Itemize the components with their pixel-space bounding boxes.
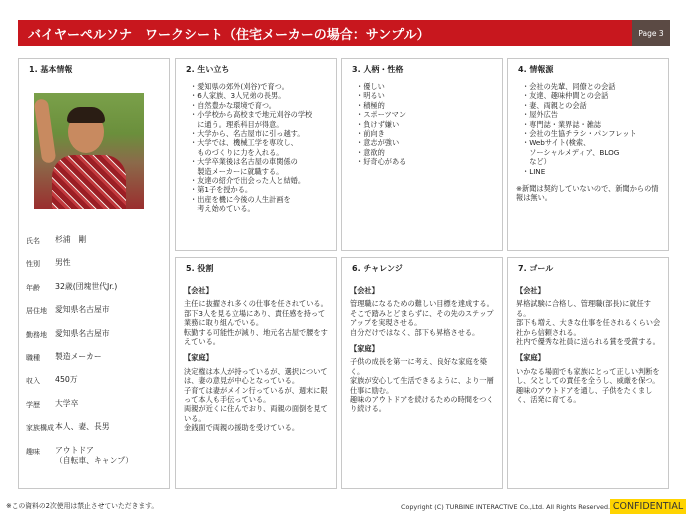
profile-label: 収入 [26, 377, 40, 386]
list-item: ・自然豊かな環境で育つ。 [190, 100, 276, 110]
home-tag: 【家庭】 [350, 344, 379, 354]
company-tag: 【会社】 [350, 286, 379, 295]
challenge-card [341, 257, 503, 489]
profile-label: 年齢 [26, 283, 40, 292]
list-item: ・大学では、機械工学を専攻し、 [190, 138, 298, 148]
list-item: に通う。理系科目が得意。 [190, 119, 284, 129]
profile-label: 勤務地 [26, 330, 47, 339]
profile-value: 男性 [55, 258, 71, 268]
profile-row-name [19, 233, 169, 256]
photo-hair [67, 107, 105, 123]
profile-label: 職種 [26, 353, 40, 362]
list-item: ・優しい [356, 82, 385, 91]
copyright: Copyright (C) TURBINE INTERACTIVE Co.,Ltd. All Rights Reserved. [401, 503, 611, 511]
profile-row-occupation [19, 350, 169, 373]
list-item: ・屋外広告 [522, 110, 558, 120]
profile-value: 杉浦 剛 [55, 235, 87, 244]
profile-value: 本人、妻、長男 [55, 422, 110, 432]
role-heading: 5. 役割 [186, 264, 214, 273]
profile-table [19, 233, 169, 474]
list-item: ・小学校から高校まで地元刈谷の学校 [190, 110, 313, 120]
info-source-list [508, 75, 668, 176]
list-item: ・Webサイト(検索、 [522, 138, 591, 148]
photo-shirt [52, 155, 126, 209]
personality-card [341, 58, 503, 251]
list-item: 考え始めている。 [190, 204, 255, 214]
role-company-text: 主任に抜擢され多くの仕事を任されている。 部下3人を見る立場にあり、責任感を持って業務に取り組んでいる。 転勤する可能性が減り、地元名古屋で腰をすえている。 [184, 299, 328, 347]
list-item: ・出産を機に今後の人生計画を [190, 194, 291, 204]
list-item: ・LINE [522, 166, 546, 176]
list-item: ソーシャルメディア、BLOG [522, 147, 620, 157]
persona-photo [34, 93, 144, 209]
profile-row-workplace [19, 327, 169, 350]
role-body [176, 274, 336, 433]
challenge-company-text: 管理職になるための難しい目標を達成する。 そこで踏みとどまらずに、その先のステップアップを実現させる。 自分だけではなく、部下も昇格させる。 [350, 299, 494, 337]
title-bar [18, 20, 670, 46]
list-item: ・スポーツマン [356, 110, 407, 120]
photo-arm [34, 98, 56, 163]
list-item: ・第1子を授かる。 [190, 185, 253, 195]
list-item: ・専門誌・業界誌・雑誌 [522, 119, 602, 129]
goal-card [507, 257, 669, 489]
profile-value: 32歳(団塊世代Jr.) [55, 281, 118, 291]
list-item: ・妻、両親との会話 [522, 100, 587, 110]
company-tag: 【会社】 [516, 286, 545, 295]
role-home-text: 決定権は本人が持っているが、選択については、妻の意見が中心となっている。 子育ては妻がメイン行っているが、週末に限って本人も手伝っている。 両親が近くに住んでおり、両親の面倒を見ている。 金銭面で両親の援助を受けている。 [184, 366, 328, 433]
company-tag: 【会社】 [184, 286, 213, 295]
list-item: ・好奇心がある [356, 157, 407, 167]
challenge-body [342, 274, 502, 414]
profile-row-gender [19, 256, 169, 279]
profile-value: 愛知県名古屋市 [55, 305, 110, 315]
goal-heading: 7. ゴール [518, 264, 554, 273]
personality-list [342, 75, 502, 167]
list-item: ・会社の先輩、同僚との会話 [522, 82, 616, 91]
home-tag: 【家庭】 [184, 353, 213, 363]
list-item: ・負けず嫌い [356, 119, 400, 129]
list-item: ・愛知県の郊外(刈谷)で育つ。 [190, 82, 289, 91]
list-item: ・大学から、名古屋市に引っ越す。 [190, 129, 305, 139]
home-tag: 【家庭】 [516, 353, 545, 363]
list-item: ・6人家族、3人兄弟の長男。 [190, 91, 286, 101]
profile-label: 氏名 [26, 237, 40, 245]
profile-row-family [19, 420, 169, 443]
profile-label: 家族構成 [26, 424, 54, 433]
info-source-heading: 4. 情報源 [518, 65, 554, 74]
growth-card [175, 58, 337, 251]
list-item: ・前向き [356, 129, 385, 139]
confidential-badge: CONFIDENTIAL [610, 499, 686, 514]
page-number: Page 3 [632, 20, 670, 46]
profile-value: 製造メーカー [55, 351, 102, 361]
basic-info-card [18, 58, 170, 489]
list-item: ・友達の紹介で出会った人と結婚。 [190, 176, 306, 186]
profile-value: 愛知県名古屋市 [55, 328, 110, 338]
list-item: ものづくりに力を入れる。 [190, 147, 284, 157]
list-item: 製造メーカーに就職する。 [190, 166, 284, 176]
goal-home-text: いかなる場面でも家族にとって正しい判断をし、父としての責任を全うし、威厳を保つ。 趣味のアウトドアを通し、子供をたくましく、活発に育てる。 [516, 366, 660, 405]
growth-list [176, 75, 336, 214]
list-item: ・友達、趣味仲間との会話 [522, 91, 609, 101]
profile-label: 居住地 [26, 307, 47, 316]
list-item: ・会社の生協チラシ・パンフレット [522, 129, 637, 139]
personality-heading: 3. 人柄・性格 [352, 65, 404, 74]
profile-row-income [19, 373, 169, 396]
profile-label: 性別 [26, 260, 40, 269]
info-source-note: ※新聞は契約していないので、新聞からの情報は無い。 [516, 184, 659, 203]
info-source-card [507, 58, 669, 251]
page-title: バイヤーペルソナ ワークシート（住宅メーカーの場合：サンプル） [28, 27, 430, 43]
list-item: ・意欲的 [356, 147, 385, 157]
growth-heading: 2. 生い立ち [186, 65, 230, 74]
list-item: ・大学卒業後は名古屋の車関係の [190, 157, 298, 167]
profile-row-hobby [19, 444, 169, 474]
goal-body [508, 274, 668, 404]
role-card [175, 257, 337, 489]
profile-label: 学歴 [26, 400, 40, 409]
challenge-heading: 6. チャレンジ [352, 264, 403, 273]
profile-label: 趣味 [26, 447, 40, 456]
profile-row-education [19, 397, 169, 420]
list-item: など） [522, 157, 551, 167]
profile-value: アウトドア （自転車、キャンプ） [55, 445, 134, 465]
profile-row-residence [19, 303, 169, 326]
list-item: ・積極的 [356, 100, 385, 110]
profile-row-age [19, 280, 169, 303]
challenge-home-text: 子供の成長を第一に考え、良好な家庭を築く。 家族が安心して生活できるように、より一層仕事に励む。 趣味のアウトドアを続けるための時間をつくり続ける。 [350, 357, 494, 414]
usage-note: ※この資料の2次使用は禁止させていただきます。 [6, 502, 159, 510]
profile-value: 450万 [55, 375, 78, 385]
basic-info-heading: 1. 基本情報 [29, 65, 73, 74]
profile-value: 大学卒 [55, 398, 79, 408]
goal-company-text: 昇格試験に合格し、管理職(部長)に就任する。 部下も増え、大きな仕事を任されるくらい会社から信頼される。 社内で優秀な社員に送られる賞を受賞する。 [516, 299, 661, 347]
list-item: ・明るい [356, 91, 385, 101]
list-item: ・意志が強い [356, 138, 400, 148]
